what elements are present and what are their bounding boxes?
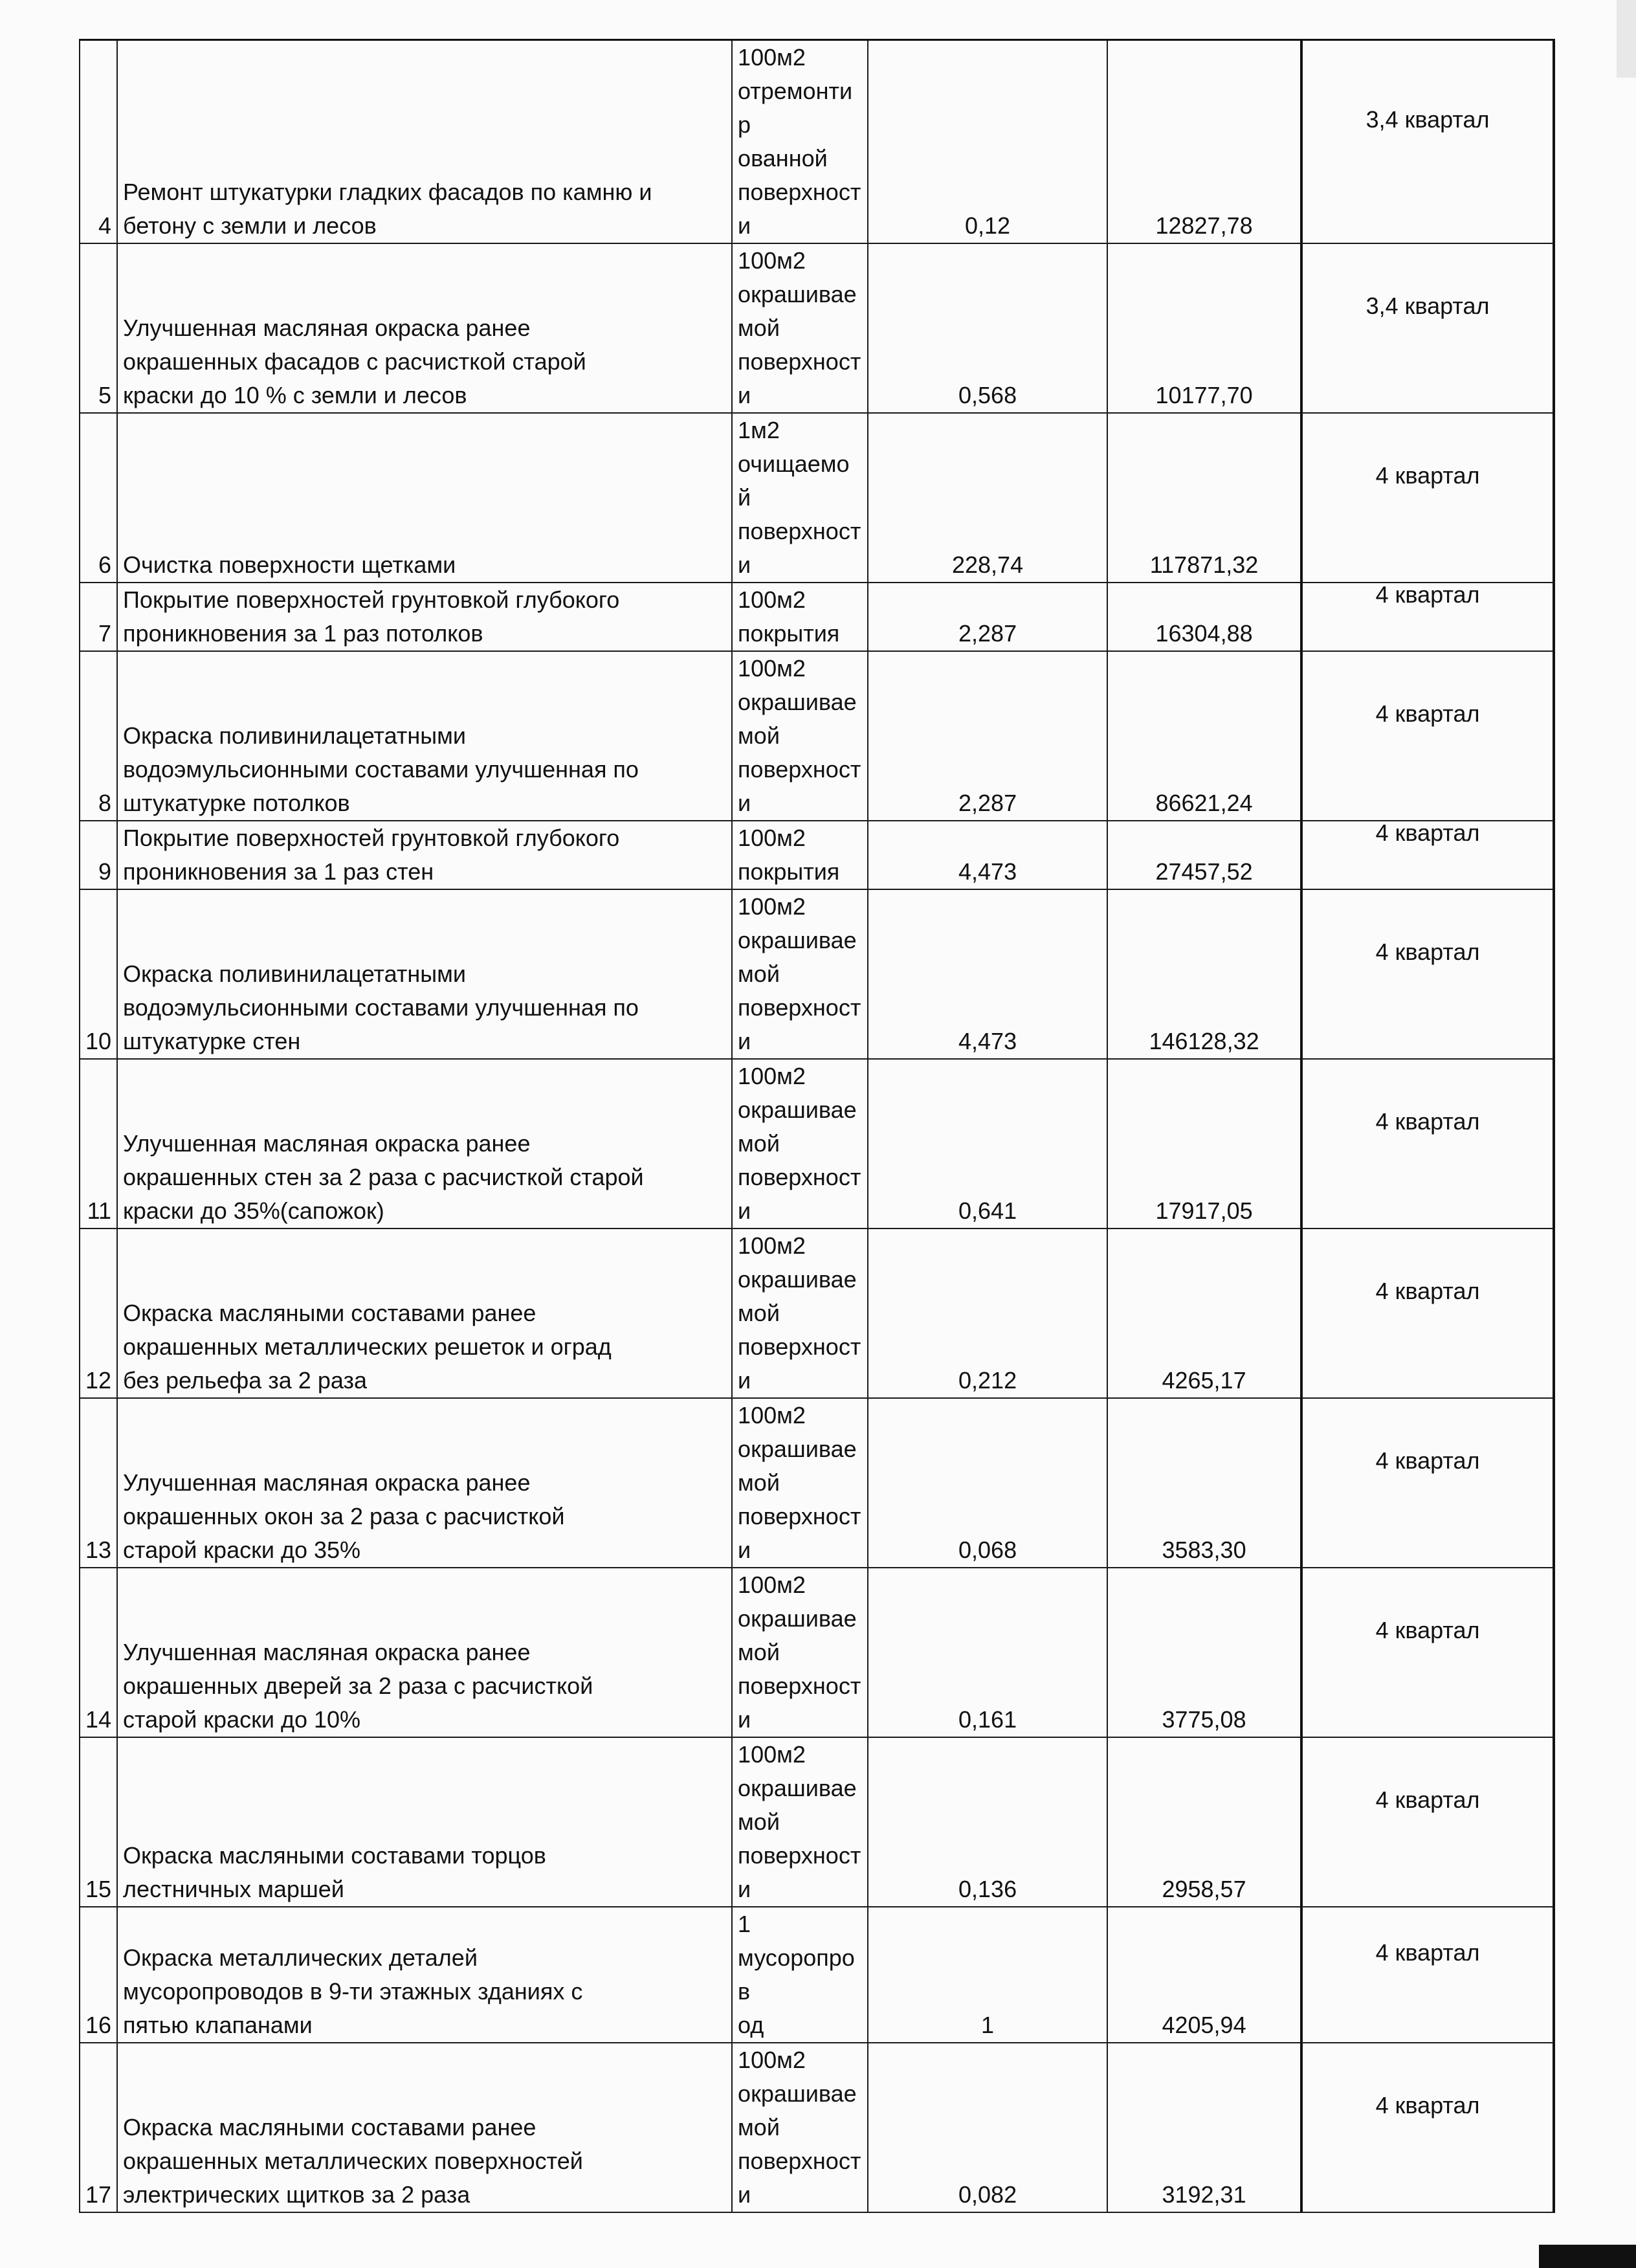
amount-cell: 16304,88: [1107, 583, 1301, 651]
amount-cell: 17917,05: [1107, 1059, 1301, 1228]
work-name-cell: Окраска поливинилацетатными водоэмульсионными составами улучшенная по штукатурке стен: [117, 889, 732, 1059]
unit-cell: 100м2 окрашивае мой поверхност и: [732, 2043, 868, 2212]
term-label: 4 квартал: [1375, 2092, 1480, 2118]
unit-cell: 100м2 покрытия: [732, 583, 868, 651]
quantity-cell: 0,641: [868, 1059, 1107, 1228]
amount-cell: 4205,94: [1107, 1907, 1301, 2043]
table-row: [80, 2043, 1554, 2212]
work-name-cell: Окраска масляными составами ранее окрашенных металлических решеток и оград без рельефа за 2 раза: [117, 1228, 732, 1398]
row-number: 14: [80, 1568, 117, 1737]
work-name-cell: Окраска масляными составами ранее окрашенных металлических поверхностей электрических щитков за 2 раза: [117, 2043, 732, 2212]
unit-cell: 100м2 покрытия: [732, 821, 868, 889]
unit-cell: 100м2 окрашивае мой поверхност и: [732, 243, 868, 413]
work-name-cell: Окраска поливинилацетатными водоэмульсионными составами улучшенная по штукатурке потолков: [117, 651, 732, 821]
scan-edge-shade: [1617, 0, 1636, 78]
term-cell: [1301, 40, 1554, 244]
table-row: [80, 583, 1554, 651]
unit-cell: 100м2 окрашивае мой поверхност и: [732, 651, 868, 821]
unit-cell: 100м2 окрашивае мой поверхност и: [732, 1737, 868, 1907]
unit-cell: 100м2 окрашивае мой поверхност и: [732, 1398, 868, 1568]
term-label: 3,4 квартал: [1365, 293, 1490, 319]
table-row: [80, 1059, 1554, 1228]
term-label: 4 квартал: [1375, 1939, 1480, 1966]
table-row: [80, 243, 1554, 413]
term-cell: [1301, 243, 1554, 413]
amount-cell: 3583,30: [1107, 1398, 1301, 1568]
term-cell: [1301, 1059, 1554, 1228]
row-number: 10: [80, 889, 117, 1059]
works-table: [79, 39, 1555, 2213]
work-name-cell: Покрытие поверхностей грунтовкой глубокого проникновения за 1 раз стен: [117, 821, 732, 889]
amount-cell: 27457,52: [1107, 821, 1301, 889]
row-number: 6: [80, 413, 117, 583]
table-row: [80, 1907, 1554, 2043]
quantity-cell: 0,212: [868, 1228, 1107, 1398]
unit-cell: 1 мусоропров од: [732, 1907, 868, 2043]
work-name-cell: Окраска металлических деталей мусоропроводов в 9-ти этажных зданиях с пятью клапанами: [117, 1907, 732, 2043]
amount-cell: 4265,17: [1107, 1228, 1301, 1398]
work-name-cell: Улучшенная масляная окраска ранее окрашенных окон за 2 раза с расчисткой старой краски до 35%: [117, 1398, 732, 1568]
amount-cell: 3192,31: [1107, 2043, 1301, 2212]
term-label: 4 квартал: [1375, 462, 1480, 489]
amount-cell: 10177,70: [1107, 243, 1301, 413]
quantity-cell: 4,473: [868, 821, 1107, 889]
works-table-body: [80, 40, 1554, 2213]
table-row: [80, 821, 1554, 889]
amount-cell: 117871,32: [1107, 413, 1301, 583]
term-cell: [1301, 1568, 1554, 1737]
term-label: 4 квартал: [1375, 821, 1480, 846]
term-label: 4 квартал: [1375, 700, 1480, 727]
amount-cell: 12827,78: [1107, 40, 1301, 244]
quantity-cell: 0,136: [868, 1737, 1107, 1907]
row-number: 13: [80, 1398, 117, 1568]
term-cell: [1301, 1228, 1554, 1398]
quantity-cell: 1: [868, 1907, 1107, 2043]
row-number: 4: [80, 40, 117, 244]
row-number: 8: [80, 651, 117, 821]
amount-cell: 2958,57: [1107, 1737, 1301, 1907]
row-number: 5: [80, 243, 117, 413]
table-row: [80, 1398, 1554, 1568]
row-number: 9: [80, 821, 117, 889]
unit-cell: 100м2 отремонтир ованной поверхност и: [732, 40, 868, 244]
term-cell: [1301, 413, 1554, 583]
term-label: 4 квартал: [1375, 583, 1480, 608]
work-name-cell: Улучшенная масляная окраска ранее окрашенных фасадов с расчисткой старой краски до 10 % с земли и лесов: [117, 243, 732, 413]
term-cell: [1301, 889, 1554, 1059]
unit-cell: 100м2 окрашивае мой поверхност и: [732, 1228, 868, 1398]
term-label: 4 квартал: [1375, 1447, 1480, 1474]
work-name-cell: Улучшенная масляная окраска ранее окрашенных дверей за 2 раза с расчисткой старой краски до 10%: [117, 1568, 732, 1737]
scan-corner-mark: [1539, 2245, 1636, 2268]
quantity-cell: 0,068: [868, 1398, 1107, 1568]
quantity-cell: 0,568: [868, 243, 1107, 413]
table-row: [80, 40, 1554, 244]
unit-cell: 100м2 окрашивае мой поверхност и: [732, 889, 868, 1059]
amount-cell: 86621,24: [1107, 651, 1301, 821]
unit-cell: 1м2 очищаемой поверхност и: [732, 413, 868, 583]
row-number: 16: [80, 1907, 117, 2043]
work-name-cell: Окраска масляными составами торцов лестничных маршей: [117, 1737, 732, 1907]
term-cell: [1301, 1737, 1554, 1907]
unit-cell: 100м2 окрашивае мой поверхност и: [732, 1059, 868, 1228]
row-number: 15: [80, 1737, 117, 1907]
quantity-cell: 2,287: [868, 651, 1107, 821]
row-number: 12: [80, 1228, 117, 1398]
work-name-cell: Покрытие поверхностей грунтовкой глубокого проникновения за 1 раз потолков: [117, 583, 732, 651]
term-label: 4 квартал: [1375, 939, 1480, 965]
table-row: [80, 413, 1554, 583]
work-name-cell: Очистка поверхности щетками: [117, 413, 732, 583]
term-cell: [1301, 821, 1554, 889]
table-row: [80, 889, 1554, 1059]
quantity-cell: 228,74: [868, 413, 1107, 583]
term-cell: [1301, 1398, 1554, 1568]
term-label: 4 квартал: [1375, 1617, 1480, 1643]
term-cell: [1301, 583, 1554, 651]
term-cell: [1301, 1907, 1554, 2043]
row-number: 11: [80, 1059, 117, 1228]
table-row: [80, 1568, 1554, 1737]
quantity-cell: 2,287: [868, 583, 1107, 651]
table-row: [80, 651, 1554, 821]
quantity-cell: 0,082: [868, 2043, 1107, 2212]
unit-cell: 100м2 окрашивае мой поверхност и: [732, 1568, 868, 1737]
term-label: 3,4 квартал: [1365, 106, 1490, 133]
quantity-cell: 0,161: [868, 1568, 1107, 1737]
term-cell: [1301, 651, 1554, 821]
table-row: [80, 1228, 1554, 1398]
amount-cell: 3775,08: [1107, 1568, 1301, 1737]
row-number: 7: [80, 583, 117, 651]
work-name-cell: Улучшенная масляная окраска ранее окрашенных стен за 2 раза с расчисткой старой краски до 35%(сапожок): [117, 1059, 732, 1228]
term-label: 4 квартал: [1375, 1108, 1480, 1135]
quantity-cell: 4,473: [868, 889, 1107, 1059]
term-label: 4 квартал: [1375, 1786, 1480, 1813]
work-name-cell: Ремонт штукатурки гладких фасадов по камню и бетону с земли и лесов: [117, 40, 732, 244]
quantity-cell: 0,12: [868, 40, 1107, 244]
term-label: 4 квартал: [1375, 1278, 1480, 1304]
table-row: [80, 1737, 1554, 1907]
row-number: 17: [80, 2043, 117, 2212]
amount-cell: 146128,32: [1107, 889, 1301, 1059]
term-cell: [1301, 2043, 1554, 2212]
